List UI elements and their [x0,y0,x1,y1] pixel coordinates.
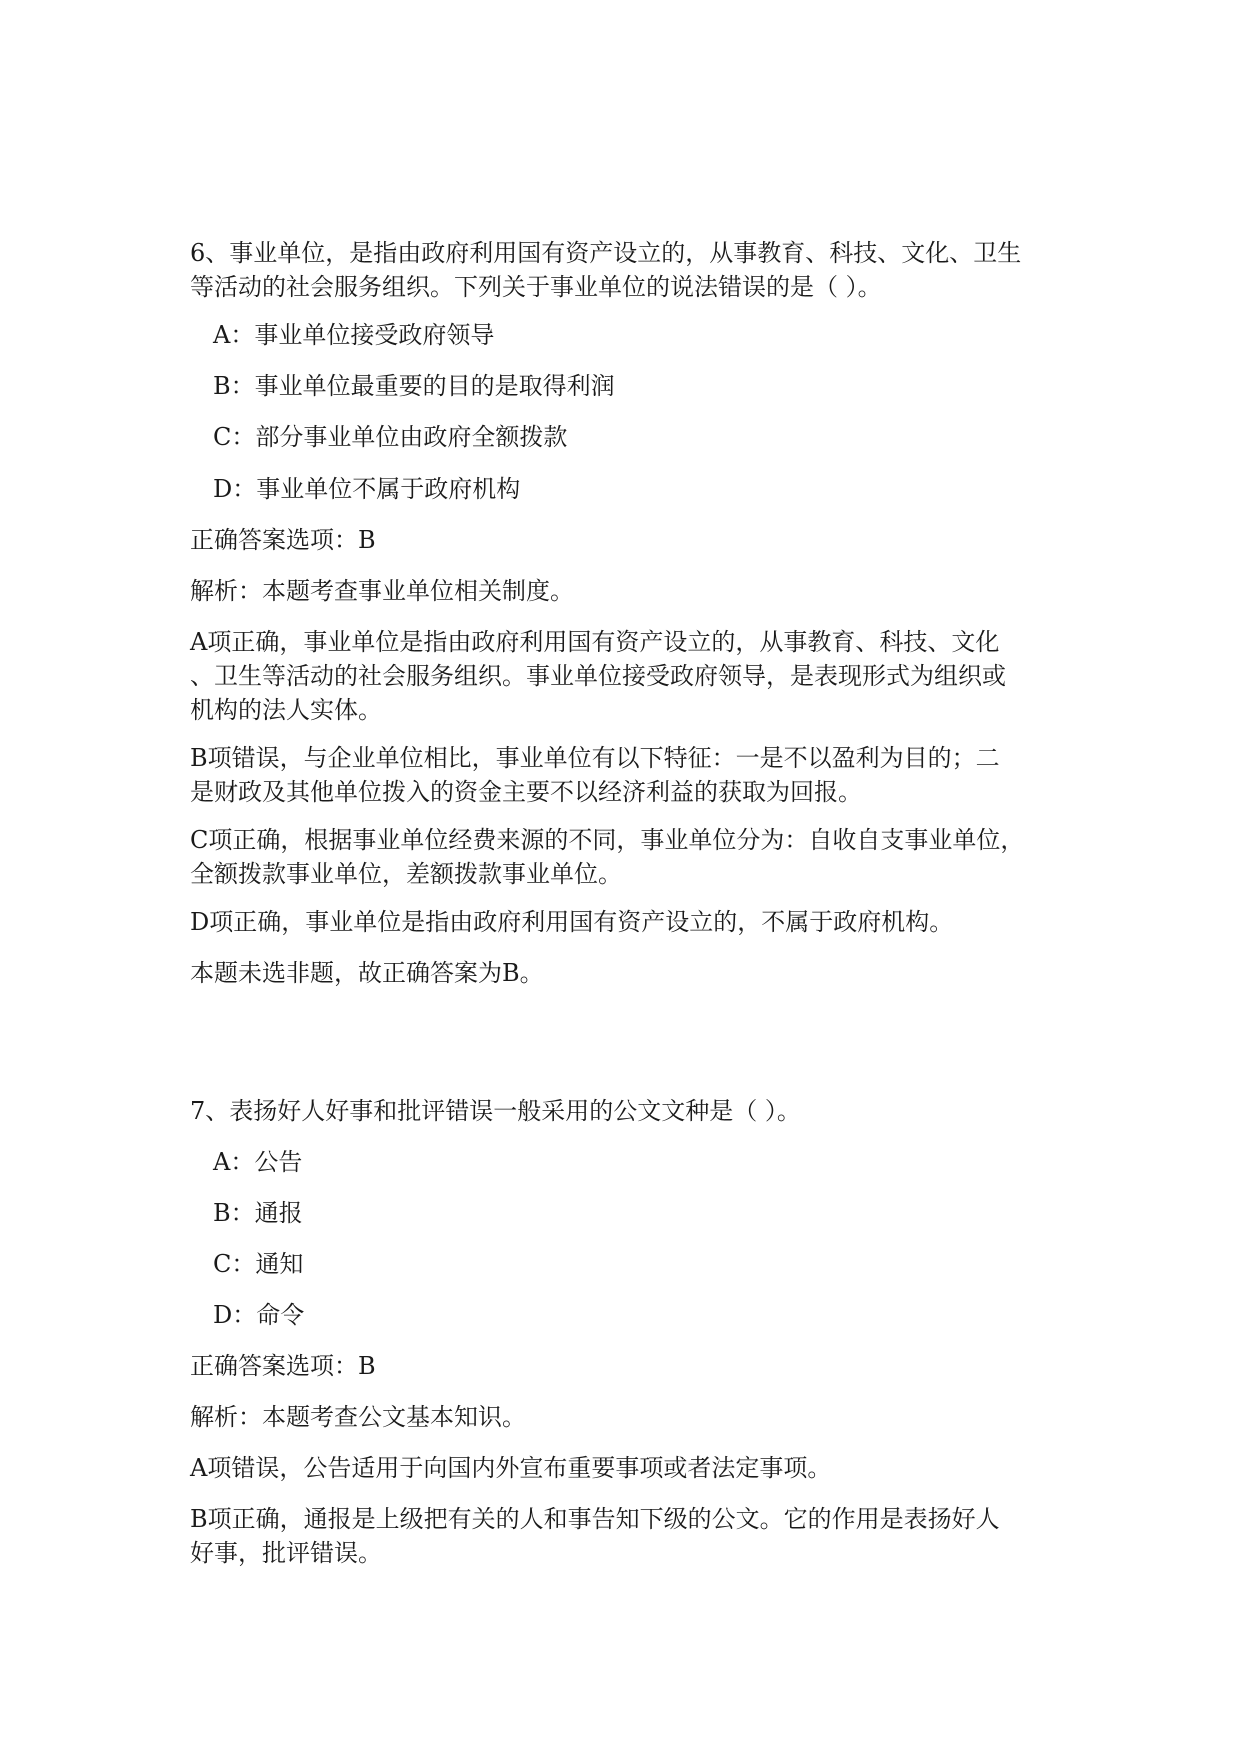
analysis-line: 机构的法人实体。 [190,696,382,724]
question-6-option-b: B：事业单位最重要的目的是取得利润 [213,372,615,400]
question-6-analysis-b [190,741,1060,809]
question-7-stem-line1: 7、表扬好人好事和批评错误一般采用的公文文种是（ ）。 [190,1097,801,1125]
question-6-analysis-d [190,905,1060,939]
analysis-line: 、卫生等活动的社会服务组织。事业单位接受政府领导，是表现形式为组织或 [190,662,1006,690]
analysis-line: B项正确，通报是上级把有关的人和事告知下级的公文。它的作用是表扬好人 [190,1505,1000,1533]
question-6-option-d: D：事业单位不属于政府机构 [213,475,521,503]
analysis-line: 全额拨款事业单位，差额拨款事业单位。 [190,860,622,888]
analysis-line: A项正确，事业单位是指由政府利用国有资产设立的，从事教育、科技、文化 [190,628,1000,656]
question-7-option-c: C：通知 [213,1250,304,1278]
question-7-analysis-a [190,1451,1060,1485]
question-6-analysis-c [190,823,1060,891]
question-7-option-b: B：通报 [213,1199,303,1227]
analysis-line: D项正确，事业单位是指由政府利用国有资产设立的，不属于政府机构。 [190,908,954,936]
question-6-stem-line1: 6、事业单位，是指由政府利用国有资产设立的，从事教育、科技、文化、卫生 [190,239,1022,267]
analysis-line: 本题未选非题，故正确答案为B。 [190,959,544,987]
question-7-option-a: A：公告 [213,1148,303,1176]
question-7-analysis-b [190,1502,1060,1570]
analysis-line: 是财政及其他单位拨入的资金主要不以经济利益的获取为回报。 [190,778,862,806]
question-6-analysis-title: 解析：本题考查事业单位相关制度。 [190,577,574,605]
question-7-answer: 正确答案选项：B [190,1352,376,1380]
question-6-analysis-a [190,625,1060,727]
question-6-conclusion [190,956,1060,990]
question-6-option-c: C：部分事业单位由政府全额拨款 [213,423,568,451]
question-7-stem [190,1094,1060,1128]
analysis-line: B项错误，与企业单位相比，事业单位有以下特征：一是不以盈利为目的；二 [190,744,1000,772]
question-6-stem-line2: 等活动的社会服务组织。下列关于事业单位的说法错误的是（ ）。 [190,273,882,301]
analysis-line: A项错误，公告适用于向国内外宣布重要事项或者法定事项。 [190,1454,832,1482]
question-6-stem [190,236,1060,304]
analysis-line: 好事，批评错误。 [190,1539,382,1567]
question-6-option-a: A：事业单位接受政府领导 [213,321,495,349]
analysis-line: C项正确，根据事业单位经费来源的不同，事业单位分为：自收自支事业单位， [190,826,1025,854]
question-7-option-d: D：命令 [213,1301,305,1329]
question-6-answer: 正确答案选项：B [190,526,376,554]
question-7-analysis-title: 解析：本题考查公文基本知识。 [190,1403,526,1431]
